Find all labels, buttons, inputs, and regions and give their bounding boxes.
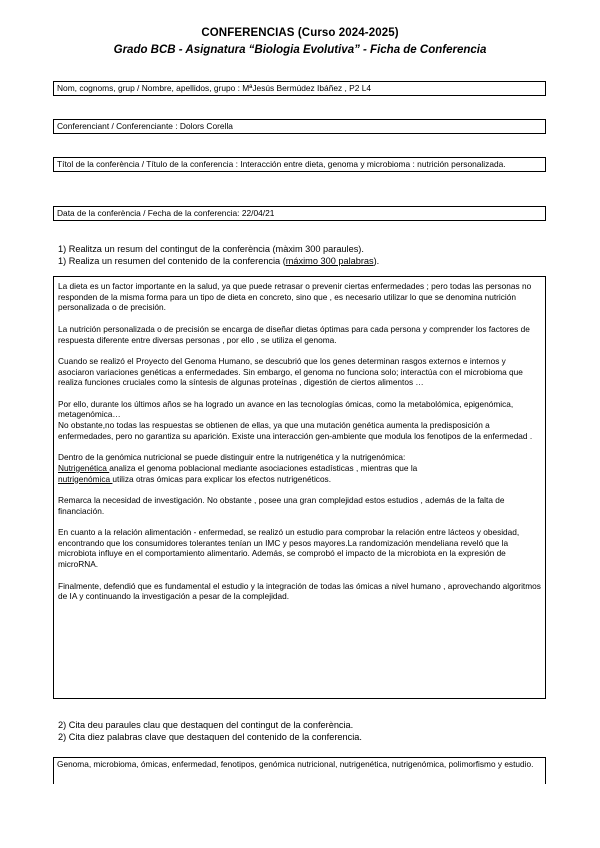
- summary-paragraph: Remarca la necesidad de investigación. No obstante , posee una gran complejidad estos estudios , además de la falta de financiación.: [58, 494, 505, 516]
- summary-instructions: [58, 244, 379, 267]
- summary-paragraph: En cuanto a la relación alimentación - enfermedad, se realizó un estudio para comprobar la relación entre lácteos y obesidad, encontrando que los consumidores tolerantes tenían un IMC y pesos mayores.La randomización mendeliana reveló que la microbiota influye en el comportamiento alimentario. Además, se comprobó el impacto de la microbiota en la expresión de microRNA.: [58, 527, 520, 570]
- date-value: 22/04/21: [241, 208, 275, 218]
- summary-paragraph: Cuando se realizó el Proyecto del Genoma Humano, se descubrió que los genes determinan rasgos externos e internos y asociaron variaciones genéticas a enfermedades. Sin embargo, el genoma no funciona solo; interactúa con el microbioma que realiza funciones cruciales como la síntesis de algunas proteínas , digestión de ciertos alimentos …: [58, 355, 523, 388]
- date-field: [53, 206, 546, 221]
- name-field: [53, 81, 546, 96]
- conference-title-field: [53, 157, 546, 172]
- conference-title-value: Interacción entre dieta, genoma y microbioma : nutrición personalizada.: [240, 159, 506, 169]
- date-label: Data de la conferència / Fecha de la conferencia:: [57, 208, 242, 218]
- speaker-label: Conferenciant / Conferenciante :: [57, 121, 180, 131]
- document-title: CONFERENCIAS (Curso 2024-2025): [201, 27, 399, 39]
- summary-paragraph: La nutrición personalizada o de precisión se encarga de diseñar dietas óptimas para cada persona y comprender los factores de respuesta diferente entre diversas personas , por ello , se utiliza el genoma.: [58, 323, 530, 345]
- keywords-instruction-es: 2) Cita diez palabras clave que destaquen del contenido de la conferencia.: [58, 731, 362, 742]
- document-subtitle: Grado BCB - Asignatura “Biologia Evolutiva” - Ficha de Conferencia: [113, 44, 487, 56]
- summary-instruction-ca: 1) Realitza un resum del contingut de la conferència (màxim 300 paraules).: [58, 244, 364, 254]
- speaker-value: Dolors Corella: [179, 121, 233, 131]
- keywords-instruction-ca: 2) Cita deu paraules clau que destaquen del contingut de la conferència.: [58, 720, 354, 730]
- keywords-instructions: [58, 720, 362, 743]
- speaker-field: [53, 119, 546, 134]
- name-label: Nom, cognoms, grup / Nombre, apellidos, grupo :: [57, 83, 243, 93]
- summary-paragraph: Por ello, durante los últimos años se ha logrado un avance en las tecnologías ómicas, como la metabolómica, epigenómica, metagenómica… No obstante,no todas las respuestas se obtienen de ellas, ya que una mutación genética aumenta la predisposición a enfermedades, pero no garantiza su aparición. Existe una interacción gen-ambiente que modula los fenotipos de la enfermedad .: [58, 398, 533, 441]
- name-value: MªJesús Bermúdez Ibáñez , P2 L4: [242, 83, 372, 93]
- summary-paragraph: Finalmente, defendió que es fundamental el estudio y la integración de todas las ómicas a nivel humano , aprovechando algoritmos de IA y continuando la investigación a pesar de la complejidad.: [58, 580, 541, 602]
- summary-paragraph: Dentro de la genómica nutricional se puede distinguir entre la nutrigenética y la nutrigenómica: Nutrigenética analiza el genoma poblacional mediante asociaciones estadísticas , mientras que la nutrigenómica utiliza otras ómicas para explicar los efectos nutrigenéticos.: [58, 452, 418, 484]
- summary-box: [53, 276, 546, 699]
- keywords-box: Genoma, microbioma, ómicas, enfermedad, fenotipos, genómica nutricional, nutrigenética, nutrigenómica, polimorfismo y estudio.: [53, 757, 546, 784]
- conference-title-label: Títol de la conferència / Título de la conferencia :: [57, 159, 241, 169]
- nutrigenetica-term: Nutrigenética: [58, 462, 110, 473]
- summary-instruction-es: 1) Realiza un resumen del contenido de la conferencia (máximo 300 palabras).: [58, 255, 380, 266]
- nutrigenomica-term: nutrigenómica: [58, 473, 113, 484]
- summary-paragraph: La dieta es un factor importante en la salud, ya que puede retrasar o prevenir ciertas enfermedades ; pero todas las personas no responden de la misma forma para un tipo de dieta en concreto, sino que , es necesario utilizar lo que se denomina nutrición personalizada o de precisión.: [58, 281, 532, 313]
